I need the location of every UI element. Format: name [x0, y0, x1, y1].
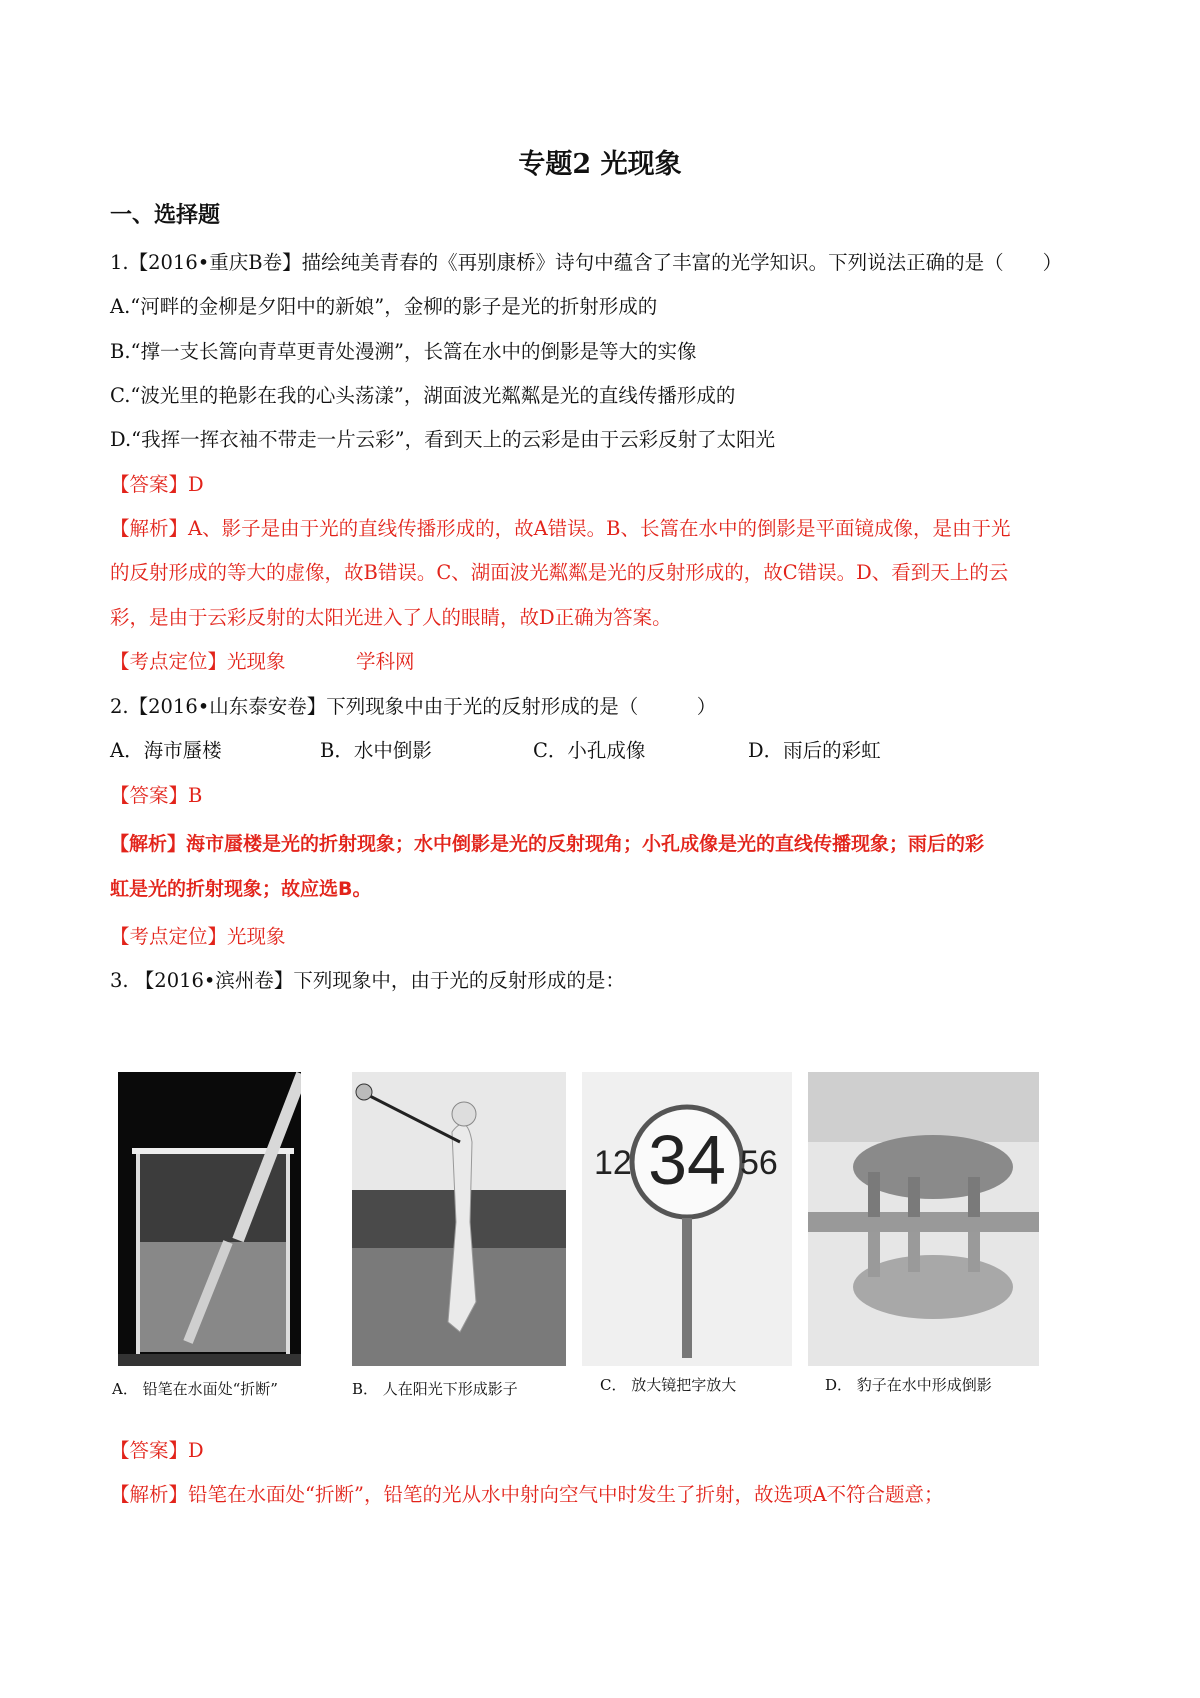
q1-answer: 【答案】D — [110, 473, 204, 496]
q3-analysis-line-1: 【解析】铅笔在水面处“折断”，铅笔的光从水中射向空气中时发生了折射，故选项A不符合题意； — [110, 1483, 944, 1506]
caption-c: C． 放大镜把字放大 — [600, 1376, 737, 1394]
q2-option-d: D．雨后的彩虹 — [748, 739, 881, 762]
q3-stem: 3. 【2016•滨州卷】下列现象中，由于光的反射形成的是： — [110, 969, 625, 992]
photo-magnifier — [582, 1072, 792, 1366]
caption-d: D． 豹子在水中形成倒影 — [825, 1376, 992, 1394]
q1-option-c: C.“波光里的艳影在我的心头荡漾”，湖面波光粼粼是光的直线传播形成的 — [110, 384, 736, 407]
section-heading: 一、选择题 — [110, 202, 221, 228]
photo-leopard-reflection — [808, 1072, 1039, 1366]
q2-option-b: B．水中倒影 — [320, 739, 432, 762]
q2-analysis-line-1: 【解析】海市蜃楼是光的折射现象；水中倒影是光的反射现角；小孔成像是光的直线传播现象；雨后的彩 — [110, 833, 985, 855]
q2-knowledge-point: 【考点定位】光现象 — [110, 925, 286, 948]
q2-stem: 2.【2016•山东泰安卷】下列现象中由于光的反射形成的是（ ） — [110, 695, 717, 718]
q1-knowledge-point: 【考点定位】光现象 — [110, 650, 286, 673]
magnifier-right-number: 56 — [740, 1144, 778, 1182]
page-title: 专题2 光现象 — [518, 149, 682, 180]
magnifier-left-number: 12 — [594, 1144, 632, 1182]
q3-answer: 【答案】D — [110, 1439, 204, 1462]
watermark-text: 学科网 — [356, 650, 415, 673]
q2-analysis-line-2: 虹是光的折射现象；故应选B。 — [110, 878, 372, 900]
q1-option-a: A.“河畔的金柳是夕阳中的新娘”，金柳的影子是光的折射形成的 — [110, 295, 658, 318]
q1-option-b: B.“撑一支长篙向青草更青处漫溯”，长篙在水中的倒影是等大的实像 — [110, 340, 697, 363]
q1-stem: 1.【2016•重庆B卷】描绘纯美青春的《再别康桥》诗句中蕴含了丰富的光学知识。下列说法正确的是（ ） — [110, 251, 1063, 274]
photo-person-shadow — [352, 1072, 566, 1366]
q2-option-c: C．小孔成像 — [533, 739, 646, 762]
q1-analysis-line-1: 【解析】A、影子是由于光的直线传播形成的，故A错误。B、长篙在水中的倒影是平面镜成像，是由于光 — [110, 517, 1011, 540]
q1-option-d: D.“我挥一挥衣袖不带走一片云彩”，看到天上的云彩是由于云彩反射了太阳光 — [110, 428, 776, 451]
q2-options — [110, 736, 1010, 766]
q1-analysis-line-3: 彩，是由于云彩反射的太阳光进入了人的眼睛，故D正确为答案。 — [110, 606, 672, 629]
caption-a: A． 铅笔在水面处“折断” — [112, 1380, 278, 1398]
q1-analysis-line-2: 的反射形成的等大的虚像，故B错误。C、湖面波光粼粼是光的反射形成的，故C错误。D、看到天上的云 — [110, 561, 1009, 584]
photo-pencil-in-water — [118, 1072, 301, 1366]
caption-b: B． 人在阳光下形成影子 — [352, 1380, 518, 1398]
q2-answer: 【答案】B — [110, 784, 203, 807]
magnifier-center-number: 34 — [648, 1121, 726, 1199]
q2-option-a: A．海市蜃楼 — [110, 739, 222, 762]
